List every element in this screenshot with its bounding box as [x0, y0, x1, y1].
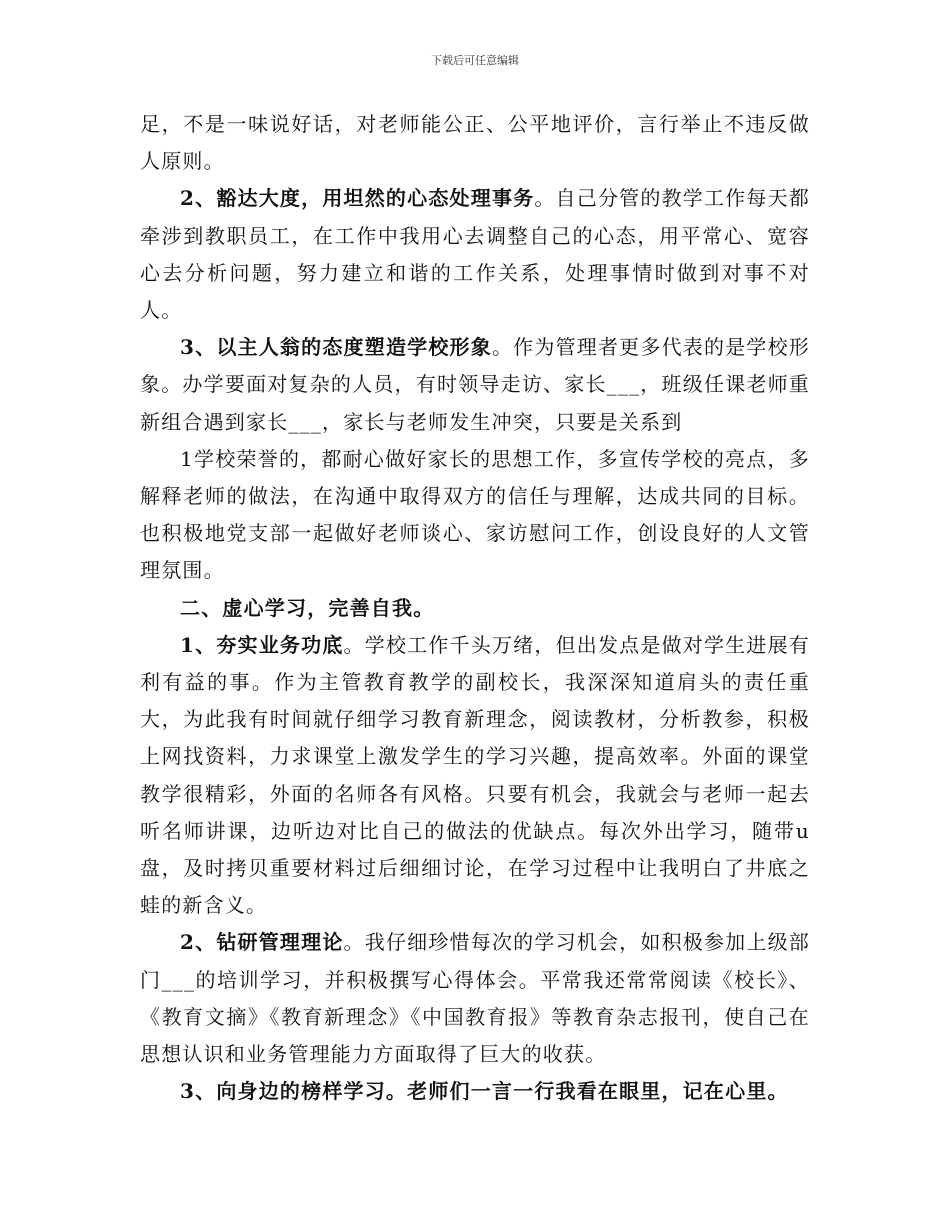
paragraph-6-text: 。学校工作千头万绪，但出发点是做对学生进展有利有益的事。作为主管教育教学的副校长，我深深知道肩头的责任重大，为此我有时间就仔细学习教育新理念，阅读教材，分析教参，积极上网找资料，力求课堂上激发学生的学习兴趣，提高效率。外面的课堂教学很精彩，外面的名师各有风格。只要有机会，我就会与老师一起去听名师讲课，边听边对比自己的做法的优缺点。每次外出学习，随带u盘，及时拷贝重要材料过后细细讨论，在学习过程中让我明白了井底之蛙的新含义。	[140, 632, 810, 918]
paragraph-1	[140, 106, 810, 180]
document-body	[140, 106, 810, 1110]
paragraph-3	[140, 329, 810, 441]
paragraph-6-heading: 1、夯实业务功底	[180, 632, 344, 657]
paragraph-4	[140, 441, 810, 590]
paragraph-8	[140, 1073, 810, 1110]
paragraph-2	[140, 180, 810, 329]
paragraph-6	[140, 627, 810, 925]
paragraph-7	[140, 924, 810, 1073]
paragraph-3-text: 。作为管理者更多代表的是学校形象。办学要面对复杂的人员，有时领导走访、家长___，班级任课老师重新组合遇到家长___，家长与老师发生冲突，只要是关系到	[140, 335, 811, 434]
paragraph-8-heading: 3、向身边的榜样学习。老师们一言一行我看在眼里，记在心里。	[180, 1079, 789, 1104]
paragraph-4-text: 1学校荣誉的，都耐心做好家长的思想工作，多宣传学校的亮点，多解释老师的做法，在沟通中取得双方的信任与理解，达成共同的目标。也积极地党支部一起做好老师谈心、家访慰问工作，创设良好的人文管理氛围。	[140, 446, 810, 583]
section-heading	[140, 590, 810, 627]
paragraph-1-text: 足，不是一味说好话，对老师能公正、公平地评价，言行举止不违反做人原则。	[140, 112, 810, 174]
paragraph-2-text: 。自己分管的教学工作每天都牵涉到教职员工，在工作中我用心去调整自己的心态，用平常心、宽容心去分析问题，努力建立和谐的工作关系，处理事情时做到对事不对人。	[140, 186, 810, 323]
page-header: 下载后可任意编辑	[431, 54, 519, 67]
section-heading-text: 二、虚心学习，完善自我。	[180, 595, 435, 620]
paragraph-7-text: 。我仔细珍惜每次的学习机会，如积极参加上级部门___的培训学习，并积极撰写心得体会。平常我还常常阅读《校长》、《教育文摘》《教育新理念》《中国教育报》等教育杂志报刊，使自己在思想认识和业务管理能力方面取得了巨大的收获。	[140, 930, 810, 1067]
paragraph-7-heading: 2、钻研管理理论	[180, 930, 344, 955]
paragraph-2-heading: 2、豁达大度，用坦然的心态处理事务	[180, 186, 535, 211]
paragraph-3-heading: 3、以主人翁的态度塑造学校形象	[180, 335, 492, 360]
